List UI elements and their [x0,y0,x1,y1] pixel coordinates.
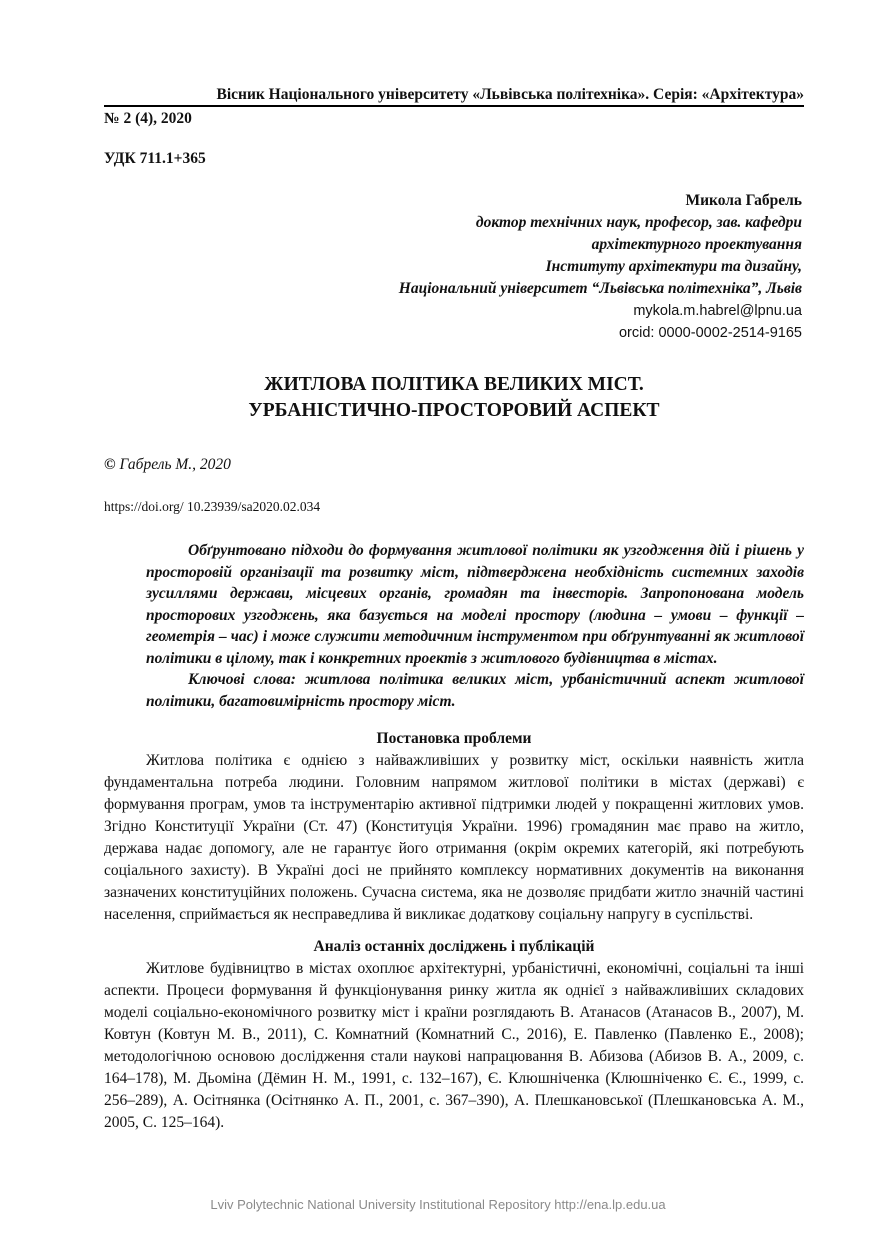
copyright-line [104,455,231,475]
section-heading: Аналіз останніх досліджень і публікацій [313,938,595,955]
repository-footer: Lviv Polytechnic National University Institutional Repository http://ena.lp.edu.ua [210,1197,666,1212]
orcid-label: orcid: [618,325,655,341]
udc-code: УДК 711.1+365 [104,150,206,167]
author-affiliation-line: доктор технічних наук, професор, зав. кафедри [475,214,802,231]
paper-title-line: УРБАНІСТИЧНО-ПРОСТОРОВИЙ АСПЕКТ [248,400,660,421]
abstract-text: Обґрунтовано підходи до формування житлової політики як узгодження дій і рішень у просторовій організації та розвитку міст, підтверджена необхідність системних заходів зусиллями держави, місцевих органів, громадян та інвесторів. Запропонована модель просторових узгоджень, яка базується на моделі простору (людина – умови – функції – геометрія – час) і може служити методичним інструментом при обґрунтуванні як житлової політики в цілому, так і конкретних проектів з житлового будівництва в містах. [146,542,804,667]
author-affiliation-line: архітектурного проектування [591,236,802,253]
section-problem-statement [104,728,804,926]
header-divider [104,105,804,107]
section-literature-review [104,936,804,1134]
section-paragraph: Житлова політика є однією з найважливіших у розвитку міст, оскільки наявність житла фундаментальна потреба людини. Головним напрямом житлової політики в містах (державі) є формування програм, умов та інструментарію активної підтримки людей у покращенні житлових умов. Згідно Конституції України (Ст. 47) (Конституція України. 1996) громадянин має право на житло, держава надає допомогу, але не гарантує його отримання (окрім окремих категорій, які потребують соціального захисту). В Україні досі не прийнято комплексу нормативних документів на виконання зазначених конституційних положень. Сучасна система, яка не дозволяє придбати житло значній частині населення, сприймається як несправедлива й викликає додаткову соціальну напругу в суспільстві. [104,752,804,923]
issue-number: № 2 (4), 2020 [104,110,192,127]
journal-header: Вісник Національного університету «Львівська політехніка». Серія: «Архітектура» [216,86,804,103]
abstract [146,540,804,712]
author-name: Микола Габрель [685,192,802,209]
copyright-symbol: © [104,456,116,473]
paper-title-line: ЖИТЛОВА ПОЛІТИКА ВЕЛИКИХ МІСТ. [264,374,644,395]
author-email[interactable]: mykola.m.habrel@lpnu.ua [633,303,802,319]
author-orcid [282,322,802,344]
orcid-value[interactable]: 0000-0002-2514-9165 [658,325,802,341]
author-affiliation-line: Інституту архітектури та дизайну, [545,258,802,275]
doi-link[interactable]: https://doi.org/ 10.23939/sa2020.02.034 [104,499,321,514]
copyright-text: Габрель М., 2020 [119,456,231,473]
keywords: Ключові слова: житлова політика великих міст, урбаністичний аспект житлової політики, багатовимірність простору міст. [146,671,804,710]
paper-title [104,372,804,424]
author-block [282,190,802,344]
section-heading: Постановка проблеми [376,730,532,747]
author-affiliation-line: Національний університет “Львівська політехніка”, Львів [398,280,802,297]
section-paragraph: Житлове будівництво в містах охоплює архітектурні, урбаністичні, економічні, соціальні та інші аспекти. Процеси формування й функціонування ринку житла як однієї з найважливіших складових моделі соціально-економічного розвитку міст і країни розглядають В. Атанасов (Атанасов В., 2007), М. Ковтун (Ковтун М. В., 2011), С. Комнатний (Комнатний С., 2016), Е. Павленко (Павленко Е., 2008); методологічною основою дослідження стали наукові напрацювання В. Абизова (Абизов В. А., 2009, с. 164–178), М. Дьоміна (Дёмин Н. М., 1991, с. 132–167), Є. Клюшніченка (Клюшніченко Є. Є., 1999, с. 256–289), А. Осітнянка (Осітнянко А. П., 2001, с. 367–390), А. Плешкановської (Плешкановська А. М., 2005, С. 125–164). [104,960,804,1131]
